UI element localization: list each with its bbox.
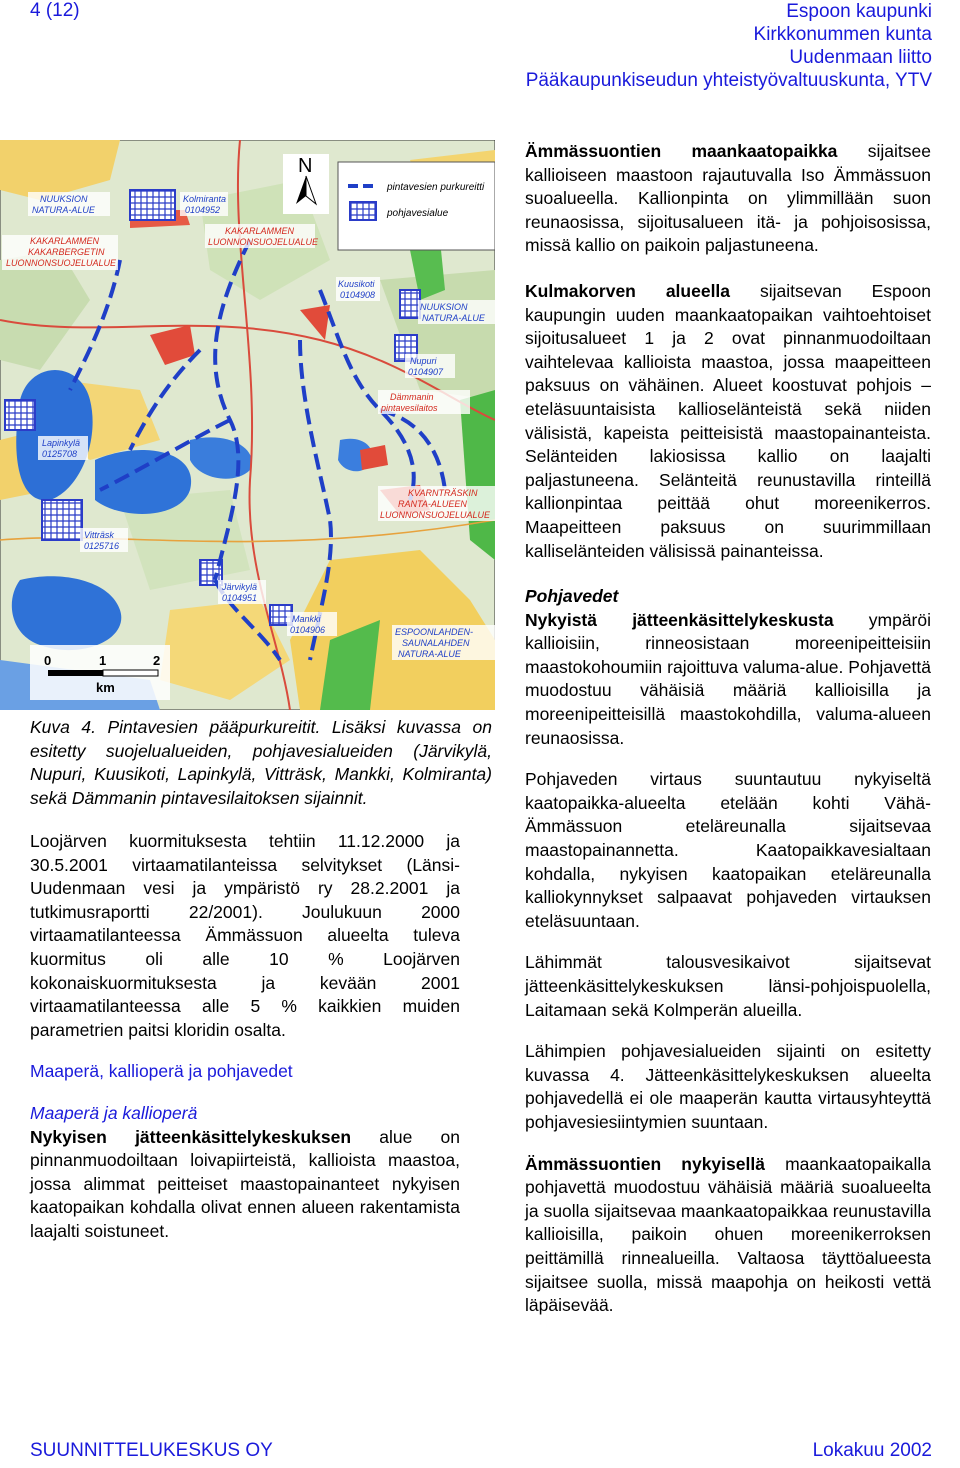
right-column <box>525 140 931 1336</box>
kulmakorpi-text: sijaitsevan Espoon kaupungin uuden maankaatopaikan vaihtoehtoiset sijoitusalueet 1 ja 2 ovat pinnanmuodoiltaan vaihtelevaa kallioista maastoa, jossa maapeitteen paksuus on vähäinen. Alueet koostuvat pohjois – eteläsuuntaisista kallioselänteistä sekä niiden välisistä, kapeista peitteisistä maastopainanteista. Selänteiden lakiosissa kallio on laajalti paljastuneena. Selänteitä reunustavilla rinteillä kallionpintaa peittää ohut moreenikerros. Maapeitteen paksuus on suurimmillaan kalliselänteiden välisissä painanteissa. <box>525 280 931 561</box>
figure-caption <box>30 716 492 810</box>
label-espoonlahden: NATURA-ALUE <box>398 649 461 659</box>
ammassuo-text: sijaitsee kallioiseen maastoon rajautuvalla Iso Ämmässuon suoalueella. Kallionpinta on ylimmillään suon reunaosissa, sijoitusalueen itä- ja pohjoisosissa, missä kallio on paikoin paljastuneena. <box>525 141 931 256</box>
label-espoonlahden: ESPOONLAHDEN- <box>395 627 474 637</box>
flow-paragraph: Pohjaveden virtaus suuntautuu nykyiseltä kaatopaikka-alueelta etelään kohti Vähä-Ämmässuon eteläreunalla sijaitsevaa maastopainannetta. Kaatopaikkavesialtaan kohdalla, nykyisen kaatopaikan eteläreunalla kalliokynnykset salpaavat pohjaveden virtauksen eteläsuuntaan. <box>525 769 931 931</box>
groundwater-heading: Pohjavedet <box>525 586 619 607</box>
caption-text: Lisäksi kuvassa on esitetty suojelualueiden, pohjavesialueiden (Järvikylä, Nupuri, Kuusikoti, Lapinkylä, Vitträsk, Mankki, Kolmiranta) sekä Dämmanin pintavesilaitoksen sijainnit. <box>30 717 492 808</box>
label-kolmiranta: Kolmiranta <box>183 194 227 204</box>
page-number: 4 (12) <box>30 0 80 21</box>
label-kvarntraskin: KVARNTRÄSKIN <box>408 488 478 498</box>
label-kvarntraskin: LUONNONSUOJELUALUE <box>380 510 491 520</box>
label-vittrask: 0125716 <box>84 541 120 551</box>
subsection-heading: Maaperä ja kallioperä <box>30 1102 198 1123</box>
label-nuuksion-east: NUUKSION <box>420 302 468 312</box>
left-column <box>30 830 460 1262</box>
current-site-text: maankaatopaikalla pohjavettä muodostuu vähäisiä määriä suoalueelta ja suolla sijaitsevaa maankaatopaikkaa reunustavilla kallioisilla, paikoin ohuen moreenikerroksen peittämillä rinnealueilla. Valtaosa täyttöalueesta sijaitsee suolla, missä maapohja on heikosti vettä läpäisevää. <box>525 1153 931 1316</box>
header-org: Uudenmaan liitto <box>789 47 932 68</box>
label-nuuksion-west: NATURA-ALUE <box>32 205 95 215</box>
header-org: Kirkkonummen kunta <box>753 24 932 45</box>
label-kakarlammen-west: KAKARBERGETIN <box>28 247 105 257</box>
current-site-bold: Ämmässuontien nykyisellä <box>525 1153 765 1174</box>
label-nuuksion-west: NUUKSION <box>40 194 88 204</box>
caption-lead: Kuva 4. Pintavesien pääpurkureitit. <box>30 717 321 737</box>
label-kakarlammen-north: LUONNONSUOJELUALUE <box>208 237 319 247</box>
soil-paragraph-bold: Nykyisen jätteenkäsittelykeskuksen <box>30 1126 352 1147</box>
section-heading: Maaperä, kallioperä ja pohjavedet <box>30 1061 293 1082</box>
label-kolmiranta: 0104952 <box>185 205 221 215</box>
wells-paragraph: Lähimmät talousvesikaivot sijaitsevat jätteenkäsittelykeskuksen länsi-pohjoispuolella, Laitamaan sekä Kolmperän alueilla. <box>525 952 931 1020</box>
current-site-paragraph <box>525 1153 931 1318</box>
label-mankki: Mankki <box>292 614 321 624</box>
aquifer-paragraph: Lähimpien pohjavesialueiden sijainti on esitetty kuvassa 4. Jätteenkäsittelykeskuksen alueelta pohjavedellä ei ole maaperän kautta virtausyhteyttä pohjavesiesiintymien suuntaan. <box>525 1041 931 1132</box>
scale-one: 1 <box>99 653 107 668</box>
label-kvarntraskin: RANTA-ALUEEN <box>398 499 467 509</box>
label-nupuri: 0104907 <box>408 367 444 377</box>
label-dammanin: pintavesilaitos <box>381 403 438 413</box>
ammassuo-bold: Ämmässuontien maankaatopaikka <box>525 141 838 161</box>
label-kakarlammen-north: KAKARLAMMEN <box>225 226 295 236</box>
label-kakarlammen-west: KAKARLAMMEN <box>30 236 100 246</box>
label-jarvikyla: Järvikylä <box>222 582 258 592</box>
north-arrow-icon: N <box>298 155 313 177</box>
header-org: Espoon kaupunki <box>786 1 932 22</box>
label-mankki: 0104906 <box>290 625 326 635</box>
header-organizations <box>526 0 932 92</box>
footer-date: Lokakuu 2002 <box>812 1440 932 1461</box>
label-jarvikyla: 0104951 <box>222 593 258 603</box>
groundwater-bold: Nykyistä jätteenkäsittelykeskusta <box>525 609 834 630</box>
soil-paragraph <box>30 1126 460 1244</box>
label-nuuksion-east: NATURA-ALUE <box>422 313 485 323</box>
loojarvi-paragraph: Loojärven kuormituksesta tehtiin 11.12.2000 ja 30.5.2001 virtaamatilanteissa selvitykset (Länsi-Uudenmaan vesi ja ympäristö ry 28.2.2001 ja tutkimusraportti 22/2001). Joulukuun 2000 virtaamatilanteessa Ämmässuon alueelta tuleva kuormitus oli alle 10 % Loojärven kokonaiskuormituksesta ja kevään 2001 virtaamatilanteessa alle 5 % kaikkien muiden parametrien paitsi kloridin osalta. <box>30 831 460 1040</box>
label-espoonlahden: SAUNALAHDEN <box>402 638 470 648</box>
label-nupuri: Nupuri <box>410 356 437 366</box>
label-kuusikoti: 0104908 <box>340 290 376 300</box>
header-org: Pääkaupunkiseudun yhteistyövaltuuskunta, YTV <box>525 70 932 91</box>
footer-company: SUUNNITTELUKESKUS OY <box>30 1440 273 1461</box>
label-vittrask: Vitträsk <box>84 530 114 540</box>
kulmakorpi-paragraph <box>525 280 931 563</box>
label-kuusikoti: Kuusikoti <box>338 279 375 289</box>
label-lapinkyla: 0125708 <box>42 449 78 459</box>
scale-zero: 0 <box>44 653 52 668</box>
ammassuo-paragraph <box>525 140 931 258</box>
groundwater-paragraph <box>525 609 931 751</box>
soil-paragraph-text: alue on pinnanmuodoiltaan loivapiirteistä, kallioista maastoa, jossa alimmat peitteiset maastopainanteet nykyisen kaatopaikan kohdalla olivat ennen alueen rakentamista laajalti soistuneet. <box>30 1126 461 1241</box>
scale-unit: km <box>96 680 115 695</box>
label-lapinkyla: Lapinkylä <box>42 438 81 448</box>
scale-two: 2 <box>153 653 161 668</box>
legend-groundwater-label: pohjavesialue <box>387 208 449 219</box>
label-kakarlammen-west: LUONNONSUOJELUALUE <box>6 258 117 268</box>
kulmakorpi-bold: Kulmakorven alueella <box>525 280 731 301</box>
surface-water-map <box>0 140 495 710</box>
groundwater-text: ympäröi kallioisiin, rinneosistaan moreenipeitteisiin maastokohoumiin rajoittuva valuma-alue. Pohjavettä muodostuu vähäisiä määriä kallioisilla ja moreenipeitteisillä maastokohdilla, valuma-alueen reunaosissa. <box>525 609 932 748</box>
legend-outlet-label: pintavesien purkureitti <box>387 182 485 193</box>
label-dammanin: Dämmanin <box>390 392 434 402</box>
